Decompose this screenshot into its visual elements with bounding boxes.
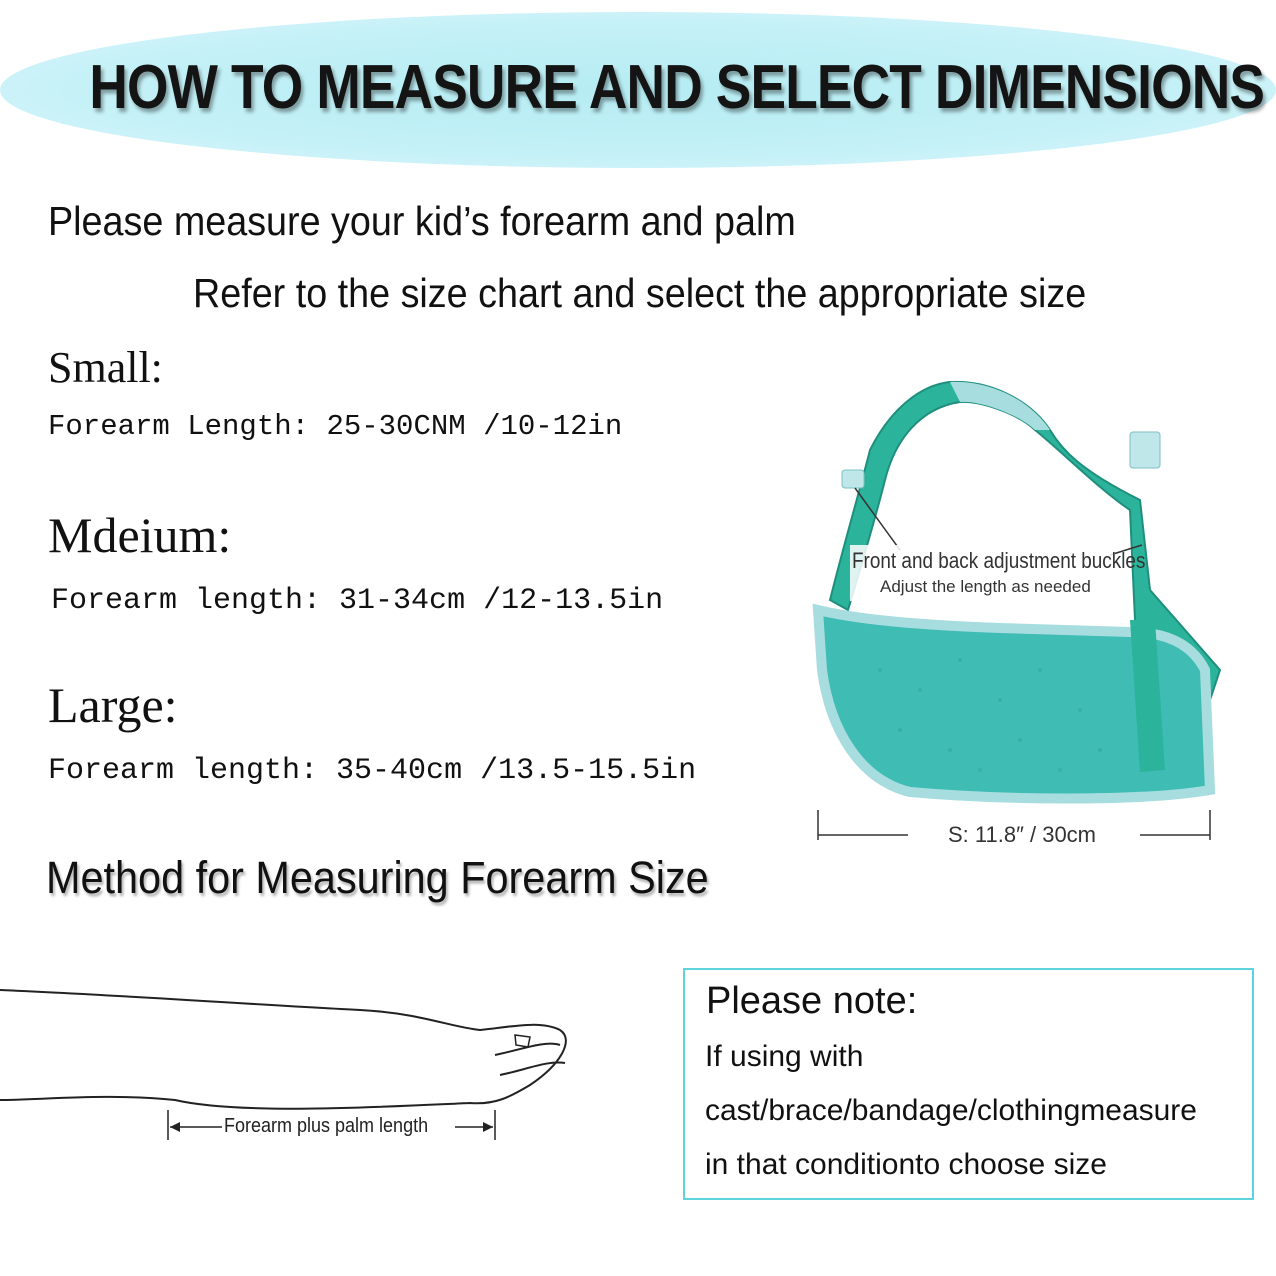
note-title: Please note:	[706, 980, 918, 1022]
arm-sling-image	[800, 370, 1240, 850]
intro-line-1: Please measure your kid’s forearm and palm	[48, 198, 796, 244]
arm-measure-label: Forearm plus palm length	[224, 1115, 429, 1137]
size-medium-detail: Forearm length: 31-34cm /12-13.5in	[51, 584, 664, 618]
size-large-name: Large:	[48, 677, 178, 733]
size-large-detail: Forearm length: 35-40cm /13.5-15.5in	[48, 754, 697, 788]
method-title: Method for Measuring Forearm Size	[46, 852, 709, 903]
size-small-name: Small:	[48, 343, 163, 392]
size-medium-name: Mdeium:	[48, 507, 232, 563]
note-line-1: If using with	[705, 1040, 864, 1073]
page-title: HOW TO MEASURE AND SELECT DIMENSIONS	[89, 53, 1265, 122]
intro-line-2: Refer to the size chart and select the appropriate size	[193, 270, 1087, 316]
buckle-annotation-sub: Adjust the length as needed	[880, 577, 1091, 596]
dimension-label: S: 11.8″ / 30cm	[948, 822, 1097, 847]
note-line-2: cast/brace/bandage/clothingmeasure	[705, 1094, 1197, 1127]
buckle-annotation: Front and back adjustment buckles	[852, 548, 1146, 573]
note-line-3: in that conditionto choose size	[705, 1148, 1107, 1181]
size-small-detail: Forearm Length: 25-30CNM /10-12in	[48, 410, 623, 443]
